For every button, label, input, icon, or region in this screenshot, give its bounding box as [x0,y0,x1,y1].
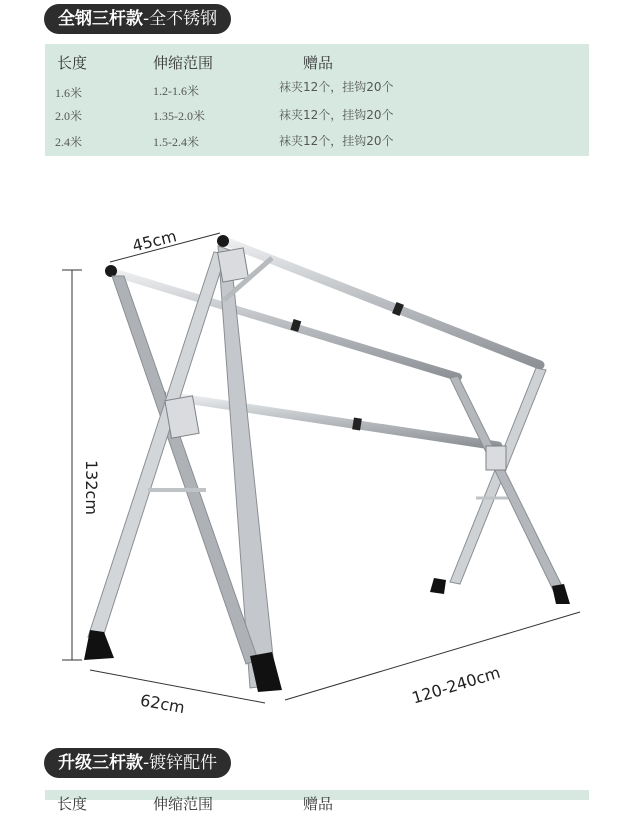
row3-range: 1.5-2.4米 [153,135,199,149]
section1-title-pill [44,4,231,34]
width-label: 120-240cm [409,662,503,708]
section2-header-length: 长度 [57,795,88,813]
drying-rack-illustration [0,200,632,740]
section1-subtitle: -全不锈钢 [143,9,218,29]
section1-spec-table [45,44,589,156]
section2-spec-table [45,790,589,813]
section2-header-range: 伸缩范围 [153,795,214,813]
row2-range: 1.35-2.0米 [153,109,205,123]
section2-header-gift: 赠品 [303,795,334,813]
row1-length: 1.6米 [55,86,83,100]
depth-label: 45cm [130,226,179,256]
section1-title: 全钢三杆款 [58,9,143,29]
rail-joints [290,302,404,431]
row2-gift: 袜夹12个，挂钩20个 [279,108,394,122]
row1-range: 1.2-1.6米 [153,84,199,98]
rail-end-caps [105,235,229,401]
right-x-frame [430,368,570,604]
row2-length: 2.0米 [55,109,83,123]
section2-subtitle: -镀锌配件 [143,753,218,773]
right-back-foot [552,584,570,604]
section2-title: 升级三杆款 [58,753,143,773]
header-length: 长度 [57,54,88,72]
row3-gift: 袜夹12个，挂钩20个 [279,134,394,148]
front-rail [160,395,498,446]
row1-gift: 袜夹12个，挂钩20个 [279,80,394,94]
middle-rail [112,272,458,377]
right-front-foot [430,578,446,594]
row3-length: 2.4米 [55,135,83,149]
base-label: 62cm [138,690,187,718]
section2-title-pill [44,748,231,778]
header-range: 伸缩范围 [153,54,214,72]
header-gift: 赠品 [303,54,334,72]
height-label: 132cm [82,460,101,515]
